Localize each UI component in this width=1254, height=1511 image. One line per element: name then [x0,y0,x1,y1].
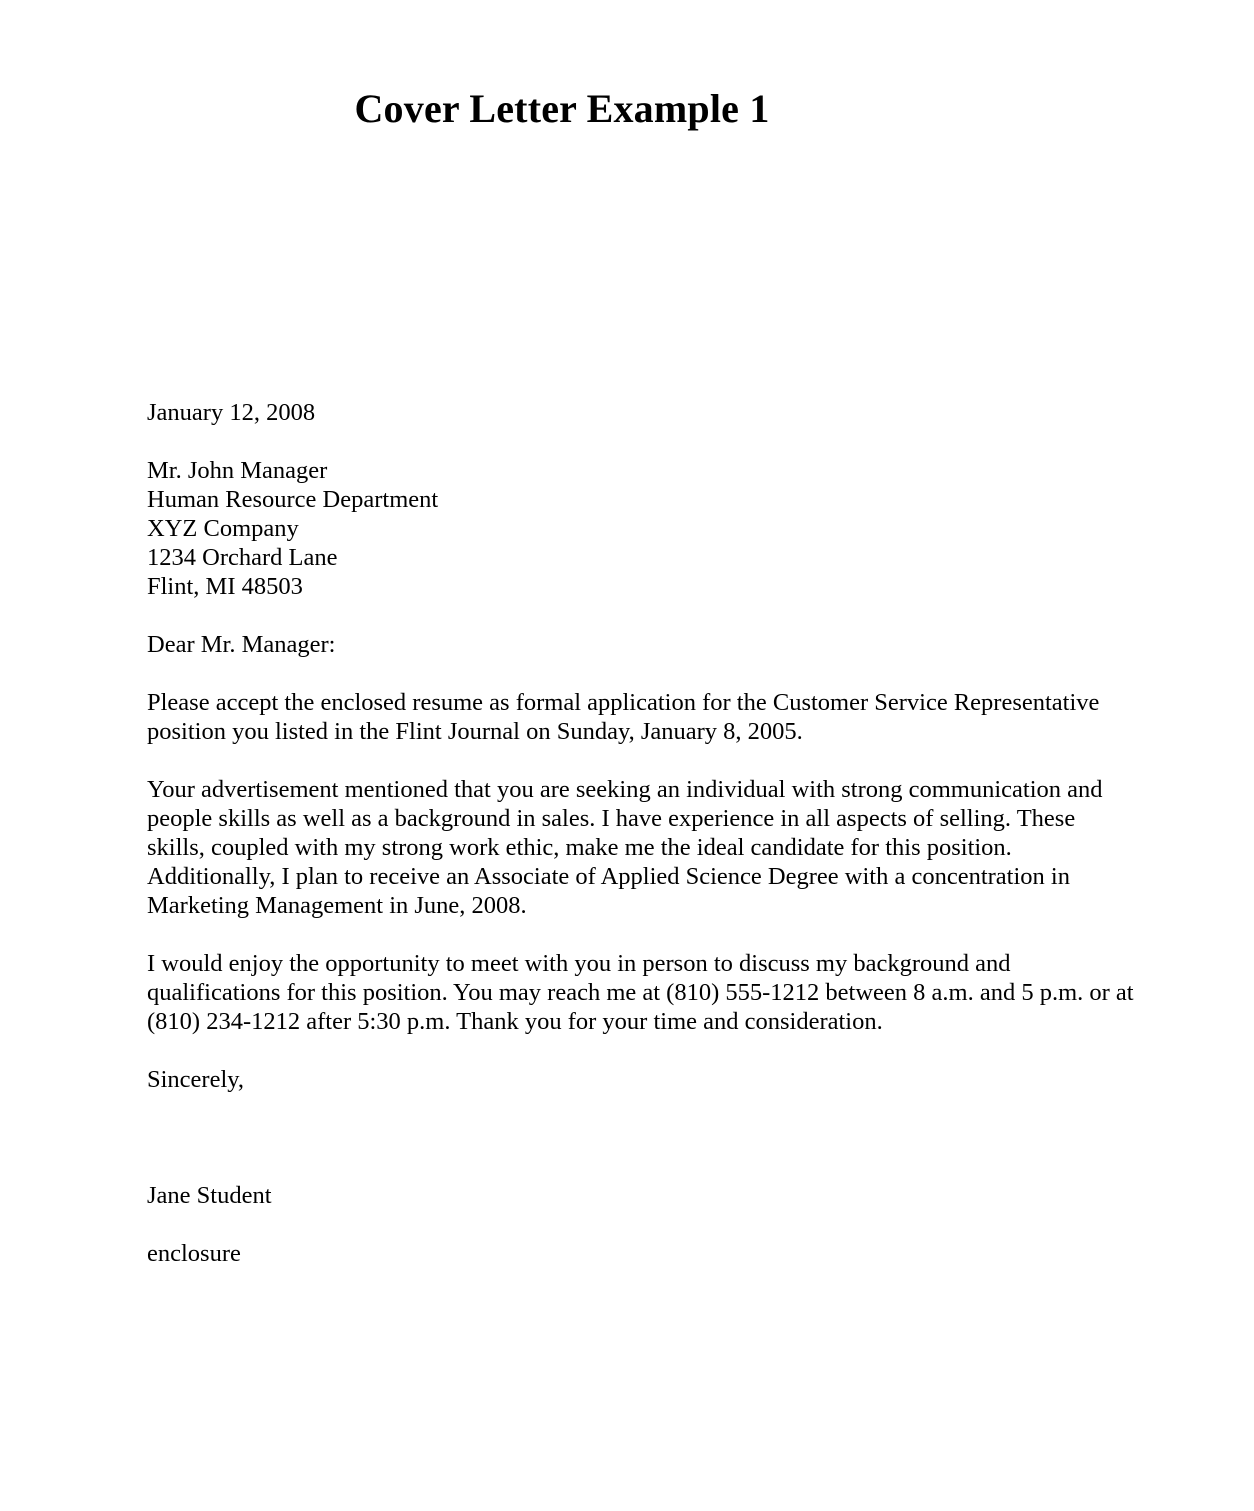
letter-paragraph-1: Please accept the enclosed resume as formal application for the Customer Service Representative position you listed in the Flint Journal on Sunday, January 8, 2005. [147,689,1100,745]
spacer-after-paragraph-2 [147,920,1137,949]
recipient-name: Mr. John Manager [147,457,328,484]
letter-salutation [147,630,1137,659]
letter-closing [147,1065,1137,1094]
spacer-after-salutation [147,659,1137,688]
signature-name [147,1181,1137,1210]
enclosure-line: enclosure [147,1240,241,1267]
recipient-street: 1234 Orchard Lane [147,544,338,571]
signature-name-line: Jane Student [147,1182,272,1209]
spacer-after-address [147,601,1137,630]
letter-paragraph-2: Your advertisement mentioned that you are seeking an individual with strong communication and people skills as well as a background in sales. I have experience in all aspects of selling. These skills, coupled with my strong work ethic, make me the ideal candidate for this position. Additionally, I plan to receive an Associate of Applied Science Degree with a concentration in Marketing Management in June, 2008. [147,776,1103,919]
enclosure-note [147,1239,1137,1268]
signature-space [147,1094,1137,1181]
recipient-city-state-zip: Flint, MI 48503 [147,573,303,600]
letter-date [147,398,1137,427]
spacer-after-paragraph-1 [147,746,1137,775]
spacer-after-paragraph-3 [147,1036,1137,1065]
page-title: Cover Letter Example 1 [354,86,770,131]
spacer-after-signature [147,1210,1137,1239]
recipient-department: Human Resource Department [147,486,439,513]
salutation-line: Dear Mr. Manager: [147,631,336,658]
letter-body [147,398,1137,1268]
date-line: January 12, 2008 [147,399,316,426]
recipient-address [147,456,1137,601]
spacer-after-date [147,427,1137,456]
closing-line: Sincerely, [147,1066,245,1093]
letter-paragraph-3: I would enjoy the opportunity to meet with you in person to discuss my background and qualifications for this position. You may reach me at (810) 555-1212 between 8 a.m. and 5 p.m. or at (810) 234-1212 after 5:30 p.m. Thank you for your time and consideration. [147,950,1134,1035]
recipient-company: XYZ Company [147,515,299,542]
